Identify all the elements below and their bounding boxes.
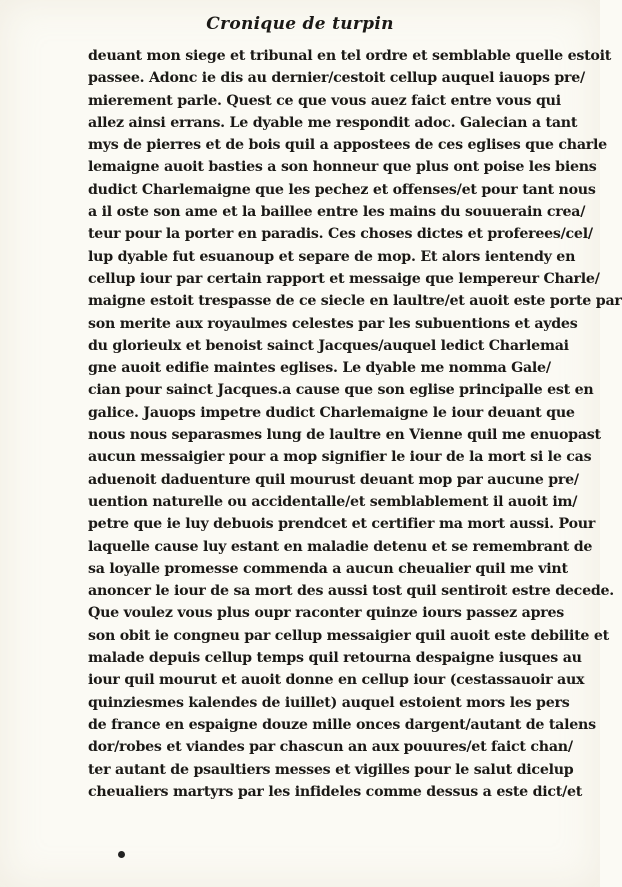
text-line: allez ainsi errans. Le dyable me respondit adoc. Galecian a tant — [88, 114, 578, 131]
text-line: ter autant de psaultiers messes et vigilles pour le salut dicelup — [88, 761, 574, 778]
text-line: cheualiers martyrs par les infideles comme dessus a este dict/et — [88, 783, 583, 800]
text-line: a il oste son ame et la baillee entre les mains du souuerain crea/ — [88, 204, 586, 221]
text-line: mys de pierres et de bois quil a appostees de ces eglises que charle — [88, 137, 607, 154]
text-line: cellup iour par certain rapport et messaige que lempereur Charle/ — [88, 270, 600, 287]
text-line: petre que ie luy debuois prendcet et certifier ma mort aussi. Pour — [88, 516, 596, 533]
text-line: aduenoit daduenture quil mourust deuant mop par aucune pre/ — [88, 471, 579, 488]
text-line: iour quil mourut et auoit donne en cellup iour (cestassauoir aux — [88, 672, 585, 689]
text-line: cian pour sainct Jacques.a cause que son eglise principalle est en — [88, 382, 594, 399]
running-title: Cronique de turpin — [206, 14, 394, 34]
text-line: de france en espaigne douze mille onces dargent/autant de talens — [88, 716, 596, 733]
text-line: son merite aux royaulmes celestes par les subuentions et aydes — [88, 315, 578, 332]
text-line: uention naturelle ou accidentalle/et semblablement il auoit im/ — [88, 493, 578, 510]
ink-mark — [118, 851, 125, 858]
text-line: quinziesmes kalendes de iuillet) auquel estoient mors les pers — [88, 694, 570, 711]
text-line: maigne estoit trespasse de ce siecle en laultre/et auoit este porte par — [88, 293, 622, 310]
text-line: lemaigne auoit basties a son honneur que plus ont poise les biens — [88, 159, 597, 176]
text-line: laquelle cause luy estant en maladie detenu et se remembrant de — [88, 538, 593, 555]
body-text — [88, 45, 622, 803]
text-line: son obit ie congneu par cellup messaigier quil auoit este debilite et — [88, 627, 609, 644]
text-line: dor/robes et viandes par chascun an aux pouures/et faict chan/ — [88, 739, 573, 756]
text-line: nous nous separasmes lung de laultre en Vienne quil me enuopast — [88, 427, 601, 444]
text-line: mierement parle. Quest ce que vous auez faict entre vous qui — [88, 92, 561, 109]
text-line: gne auoit edifie maintes eglises. Le dyable me nomma Gale/ — [88, 360, 551, 377]
text-line: teur pour la porter en paradis. Ces choses dictes et proferees/cel/ — [88, 226, 593, 243]
text-line: du glorieulx et benoist sainct Jacques/auquel ledict Charlemai — [88, 337, 569, 354]
text-line: passee. Adonc ie dis au dernier/cestoit cellup auquel iauops pre/ — [88, 70, 585, 87]
text-line: deuant mon siege et tribunal en tel ordre et semblable quelle estoit — [88, 48, 612, 64]
text-line: sa loyalle promesse commenda a aucun cheualier quil me vint — [88, 560, 568, 577]
text-line: malade depuis cellup temps quil retourna despaigne iusques au — [88, 650, 582, 667]
text-line: lup dyable fut esuanoup et separe de mop. Et alors ientendy en — [88, 248, 576, 265]
text-line: anoncer le iour de sa mort des aussi tost quil sentiroit estre decede. — [88, 583, 614, 600]
text-line: dudict Charlemaigne que les pechez et offenses/et pour tant nous — [88, 181, 596, 198]
text-line: aucun messaigier pour a mop signifier le iour de la mort si le cas — [88, 449, 592, 466]
text-line: galice. Jauops impetre dudict Charlemaigne le iour deuant que — [88, 404, 575, 421]
text-line: Que voulez vous plus oupr raconter quinze iours passez apres — [88, 605, 565, 622]
